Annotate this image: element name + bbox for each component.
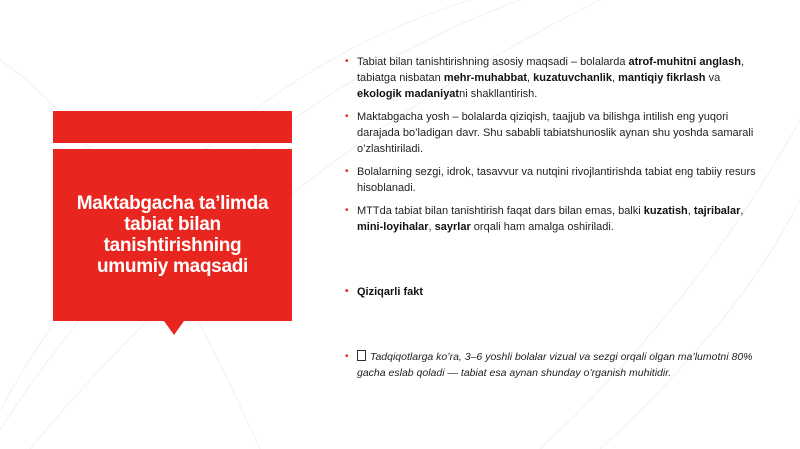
bullet-segment: ni shakllantirish.	[459, 88, 538, 100]
bullet-emphasis: mantiqiy fikrlash	[618, 72, 706, 84]
bullet-segment: Tabiat bilan tanishtirishning asosiy maqsadi – bolalarda	[357, 56, 629, 68]
bullet-marker: •	[345, 166, 349, 177]
title-pointer	[164, 321, 184, 335]
bullet-text	[357, 56, 744, 100]
bullet-item	[345, 164, 765, 196]
bullet-list	[345, 54, 765, 242]
bullet-marker: •	[345, 111, 349, 122]
bullet-emphasis: kuzatish	[643, 205, 688, 217]
bullet-marker: •	[345, 56, 349, 67]
bullet-emphasis: atrof-muhitni anglash	[628, 56, 741, 68]
bullet-text	[357, 205, 743, 233]
bullet-item	[345, 203, 765, 235]
bullet-emphasis: tajribalar	[693, 205, 741, 217]
bullet-segment: ,	[740, 205, 744, 217]
bullet-marker: •	[345, 205, 349, 216]
bullet-marker: •	[345, 286, 349, 297]
bullet-text	[357, 111, 753, 155]
bullet-emphasis: ekologik madaniyat	[357, 88, 460, 100]
bullet-item	[345, 109, 765, 157]
bullet-segment: , tabiatga nisbatan	[357, 56, 745, 84]
bullet-marker: •	[345, 351, 349, 362]
bullet-segment: Bolalarning sezgi, idrok, tasavvur va nutqini rivojlantirishda tabiat eng tabiiy resurs hisoblanadi.	[357, 166, 756, 194]
fact-text: Tadqiqotlarga ko’ra, 3–6 yoshli bolalar vizual va sezgi orqali olgan ma’lumotni 80% gacha eslab qoladi — tabiat esa aynan shunday o’rganish muhitidir.	[357, 351, 753, 379]
fact-text-block	[345, 349, 777, 381]
bullet-segment: ,	[428, 221, 435, 233]
bullet-segment: ,	[526, 72, 534, 84]
missing-glyph-icon	[357, 350, 366, 361]
slide-title: Maktabgacha ta’limda tabiat bilan tanishtirishning umumiy maqsadi	[76, 193, 269, 277]
bullet-emphasis: mehr-muhabbat	[443, 72, 527, 84]
bullet-emphasis: kuzatuvchanlik	[533, 72, 612, 84]
bullet-segment: va	[705, 72, 721, 84]
title-box	[53, 149, 292, 321]
fact-heading-text: Qiziqarli fakt	[357, 286, 424, 298]
bullet-segment: ,	[611, 72, 619, 84]
bullet-segment: MTTda tabiat bilan tanishtirish faqat dars bilan emas, balki	[357, 205, 644, 217]
title-accent-bar	[53, 111, 292, 143]
bullet-segment: orqali ham amalga oshiriladi.	[470, 221, 614, 233]
bullet-item	[345, 54, 765, 102]
bullet-emphasis: sayrlar	[434, 221, 471, 233]
bullet-text	[357, 166, 756, 194]
fact-heading	[345, 286, 423, 298]
bullet-segment: Maktabgacha yosh – bolalarda qiziqish, taajjub va bilishga intilish eng yuqori darajada bo’ladigan davr. Shu sababli tabiatshunoslik aynan shu yoshda samarali o’zlashtiriladi.	[357, 111, 754, 155]
bullet-segment: ,	[687, 205, 694, 217]
bullet-emphasis: mini-loyihalar	[357, 221, 429, 233]
